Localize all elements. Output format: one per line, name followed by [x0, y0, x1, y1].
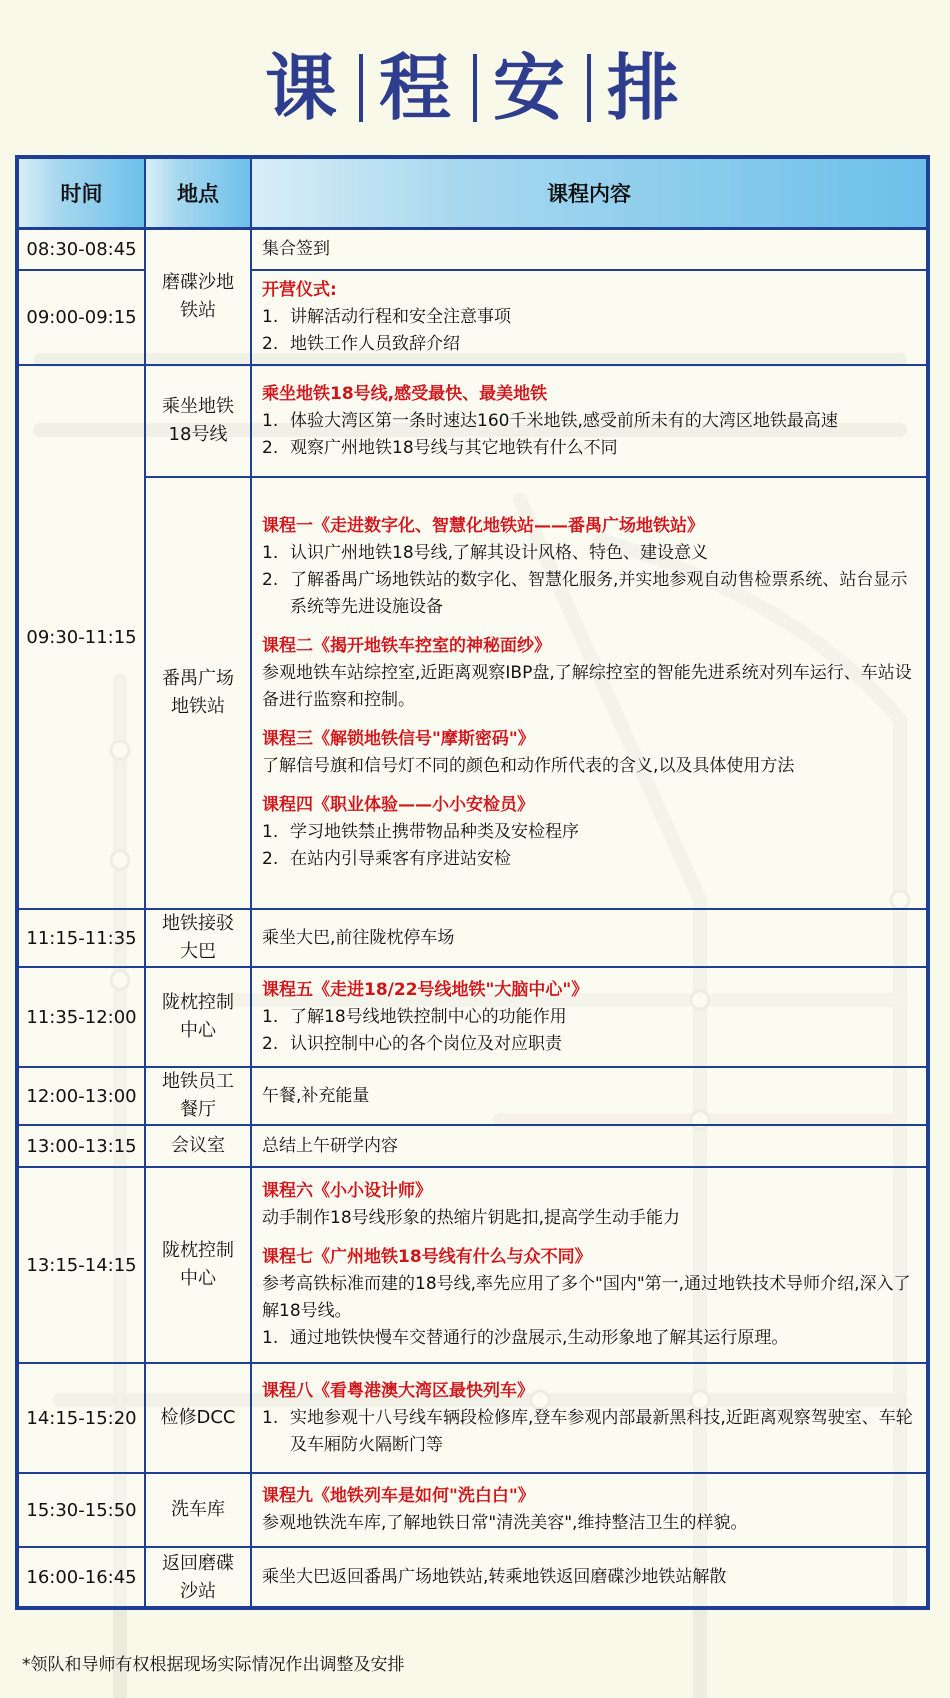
- list-item: 1. 体验大湾区第一条时速达160千米地铁,感受前所未有的大湾区地铁最高速: [262, 410, 838, 431]
- place-cell: 番禺广场地铁站: [145, 477, 251, 909]
- title-char: 安: [493, 45, 572, 130]
- table-header-row: [19, 159, 926, 229]
- content-cell: [251, 229, 926, 271]
- content-text: 集合签到: [262, 239, 330, 259]
- footnote: *领队和导师有权根据现场实际情况作出调整及安排: [22, 1655, 405, 1675]
- time-cell: 12:00-13:00: [19, 1067, 145, 1125]
- course-block: [262, 1178, 916, 1232]
- place-cell: 地铁员工餐厅: [145, 1067, 251, 1125]
- time-cell: 14:15-15:20: [19, 1363, 145, 1473]
- content-text: 参考高铁标准而建的18号线,率先应用了多个"国内"第一,通过地铁技术导师介绍,深入了解18号线。: [262, 1274, 911, 1321]
- content-cell: 午餐,补充能量: [251, 1067, 926, 1125]
- content-cell: 总结上午研学内容: [251, 1125, 926, 1167]
- page-title: [0, 30, 950, 130]
- list-item: 1. 通过地铁快慢车交替通行的沙盘展示,生动形象地了解其运行原理。: [262, 1328, 789, 1348]
- list-item: 1. 认识广州地铁18号线,了解其设计风格、特色、建设意义: [262, 543, 709, 563]
- table-row: [19, 1067, 926, 1125]
- content-text: 参观地铁车站综控室,近距离观察IBP盘,了解综控室的智能先进系统对列车运行、车站设备进行监察和控制。: [262, 663, 912, 710]
- title-char: 排: [607, 45, 686, 130]
- table-row: [19, 1125, 926, 1167]
- header-place: 地点: [145, 159, 251, 229]
- header-content: 课程内容: [251, 159, 926, 229]
- place-cell: 乘坐地铁18号线: [145, 365, 251, 477]
- list-item: 2. 了解番禺广场地铁站的数字化、智慧化服务,并实地参观自动售检票系统、站台显示系统等先进设施设备: [262, 570, 908, 617]
- section-heading: 课程一《走进数字化、智慧化地铁站——番禺广场地铁站》: [262, 516, 704, 536]
- list-item: 2. 在站内引导乘客有序进站安检: [262, 849, 511, 869]
- place-cell: 陇枕控制中心: [145, 967, 251, 1067]
- title-char: 课: [264, 45, 343, 130]
- section-heading: 课程九《地铁列车是如何"洗白白"》: [262, 1486, 535, 1506]
- list-item: 1. 学习地铁禁止携带物品种类及安检程序: [262, 822, 579, 842]
- title-char: 程: [378, 45, 457, 130]
- title-divider: [359, 54, 363, 122]
- table-row: [19, 967, 926, 1067]
- place-cell: 陇枕控制中心: [145, 1167, 251, 1363]
- table-row: [19, 1547, 926, 1607]
- list-item: 2. 观察广州地铁18号线与其它地铁有什么不同: [262, 437, 618, 458]
- section-heading: 课程三《解锁地铁信号"摩斯密码"》: [262, 729, 535, 749]
- list-item: 1. 了解18号线地铁控制中心的功能作用: [262, 1006, 567, 1027]
- title-divider: [473, 54, 477, 122]
- section-heading: 课程六《小小设计师》: [262, 1181, 432, 1201]
- content-cell: [251, 1167, 926, 1363]
- list-item: 1. 实地参观十八号线车辆段检修库,登车参观内部最新黑科技,近距离观察驾驶室、车轮及车厢防火隔断门等: [262, 1407, 913, 1455]
- time-cell: 08:30-08:45: [19, 229, 145, 271]
- section-heading: 课程八《看粤港澳大湾区最快列车》: [262, 1380, 534, 1401]
- content-text: 动手制作18号线形象的热缩片钥匙扣,提高学生动手能力: [262, 1208, 681, 1228]
- title-divider: [587, 54, 591, 122]
- content-cell: [251, 1473, 926, 1547]
- content-text: 了解信号旗和信号灯不同的颜色和动作所代表的含义,以及具体使用方法: [262, 756, 795, 776]
- header-time: 时间: [19, 159, 145, 229]
- content-text: 参观地铁洗车库,了解地铁日常"清洗美容",维持整洁卫生的样貌。: [262, 1513, 748, 1533]
- list-item: 1. 讲解活动行程和安全注意事项: [262, 307, 511, 327]
- course-block: [262, 792, 916, 873]
- place-cell: 地铁接驳大巴: [145, 909, 251, 967]
- schedule-table: [15, 155, 930, 1610]
- place-cell: 洗车库: [145, 1473, 251, 1547]
- place-cell: 会议室: [145, 1125, 251, 1167]
- time-cell: 11:15-11:35: [19, 909, 145, 967]
- time-cell: 09:00-09:15: [19, 270, 145, 365]
- table-row: [19, 1363, 926, 1473]
- content-cell: [251, 1363, 926, 1473]
- table-row: [19, 1473, 926, 1547]
- section-heading: 乘坐地铁18号线,感受最快、最美地铁: [262, 383, 548, 404]
- content-cell: 乘坐大巴返回番禺广场地铁站,转乘地铁返回磨碟沙地铁站解散: [262, 1567, 727, 1587]
- time-cell: 13:00-13:15: [19, 1125, 145, 1167]
- list-item: 2. 认识控制中心的各个岗位及对应职责: [262, 1033, 562, 1054]
- course-block: [262, 726, 916, 780]
- table-row: [19, 477, 926, 909]
- time-cell: 15:30-15:50: [19, 1473, 145, 1547]
- section-heading: 课程五《走进18/22号线地铁"大脑中心"》: [262, 979, 589, 1000]
- content-cell: [251, 967, 926, 1067]
- content-cell: [251, 477, 926, 909]
- course-block: [262, 513, 916, 621]
- section-heading: 课程四《职业体验——小小安检员》: [262, 795, 534, 815]
- table-row: [19, 229, 926, 271]
- table-row: [19, 365, 926, 477]
- content-cell: 乘坐大巴,前往陇枕停车场: [251, 909, 926, 967]
- place-cell: 返回磨碟沙站: [145, 1547, 251, 1607]
- table-row: [19, 909, 926, 967]
- time-cell: 16:00-16:45: [19, 1547, 145, 1607]
- place-cell: 检修DCC: [145, 1363, 251, 1473]
- place-cell: 磨碟沙地铁站: [145, 229, 251, 366]
- time-cell: 11:35-12:00: [19, 967, 145, 1067]
- course-block: [262, 1244, 916, 1352]
- list-item: 2. 地铁工作人员致辞介绍: [262, 334, 460, 354]
- table-row: [19, 1167, 926, 1363]
- section-heading: 开营仪式:: [262, 280, 337, 300]
- course-block: [262, 633, 916, 714]
- content-cell: [251, 365, 926, 477]
- time-cell: 09:30-11:15: [19, 365, 145, 909]
- section-heading: 课程七《广州地铁18号线有什么与众不同》: [262, 1247, 592, 1267]
- time-cell: 13:15-14:15: [19, 1167, 145, 1363]
- section-heading: 课程二《揭开地铁车控室的神秘面纱》: [262, 636, 551, 656]
- content-cell: [251, 270, 926, 365]
